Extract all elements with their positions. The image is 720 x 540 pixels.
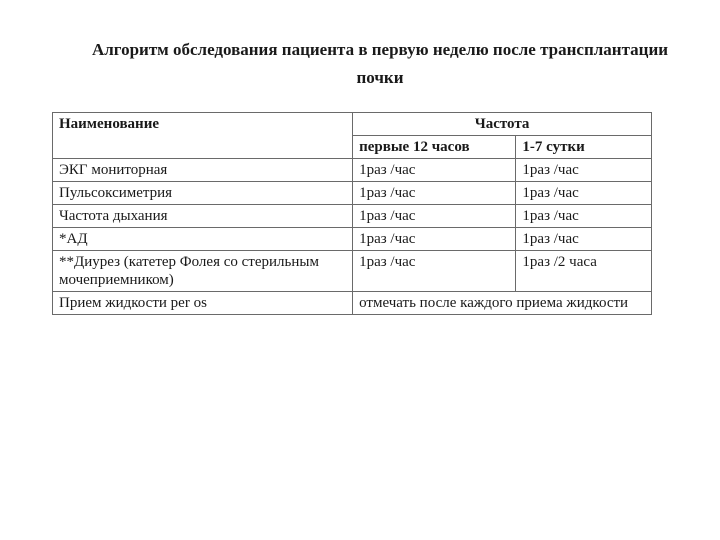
- row-days-1-7: 1раз /час: [516, 182, 652, 205]
- header-first-12-hours: первые 12 часов: [353, 136, 516, 159]
- title-line-2: почки: [356, 68, 404, 87]
- row-note: отмечать после каждого приема жидкости: [353, 292, 652, 315]
- header-days-1-7: 1-7 сутки: [516, 136, 652, 159]
- row-first-12: 1раз /час: [353, 159, 516, 182]
- row-name: **Диурез (катетер Фолея со стерильным мочеприемником): [53, 251, 353, 292]
- row-name: ЭКГ мониторная: [53, 159, 353, 182]
- document-title: [40, 36, 720, 92]
- table-header-row: [53, 113, 652, 136]
- monitoring-table: [52, 112, 652, 315]
- row-first-12: 1раз /час: [353, 182, 516, 205]
- row-name: Пульсоксиметрия: [53, 182, 353, 205]
- row-days-1-7: 1раз /час: [516, 159, 652, 182]
- row-days-1-7: 1раз /час: [516, 228, 652, 251]
- table-row: [53, 205, 652, 228]
- table-row: [53, 251, 652, 292]
- table-row: [53, 292, 652, 315]
- title-line-1: Алгоритм обследования пациента в первую неделю после трансплантации: [91, 40, 669, 59]
- row-name: *АД: [53, 228, 353, 251]
- header-name: Наименование: [53, 113, 353, 159]
- header-frequency: Частота: [353, 113, 652, 136]
- row-first-12: 1раз /час: [353, 205, 516, 228]
- row-first-12: 1раз /час: [353, 228, 516, 251]
- table-row: [53, 182, 652, 205]
- table-row: [53, 159, 652, 182]
- row-first-12: 1раз /час: [353, 251, 516, 292]
- row-name: Частота дыхания: [53, 205, 353, 228]
- row-days-1-7: 1раз /час: [516, 205, 652, 228]
- row-name: Прием жидкости per os: [53, 292, 353, 315]
- row-days-1-7: 1раз /2 часа: [516, 251, 652, 292]
- table-row: [53, 228, 652, 251]
